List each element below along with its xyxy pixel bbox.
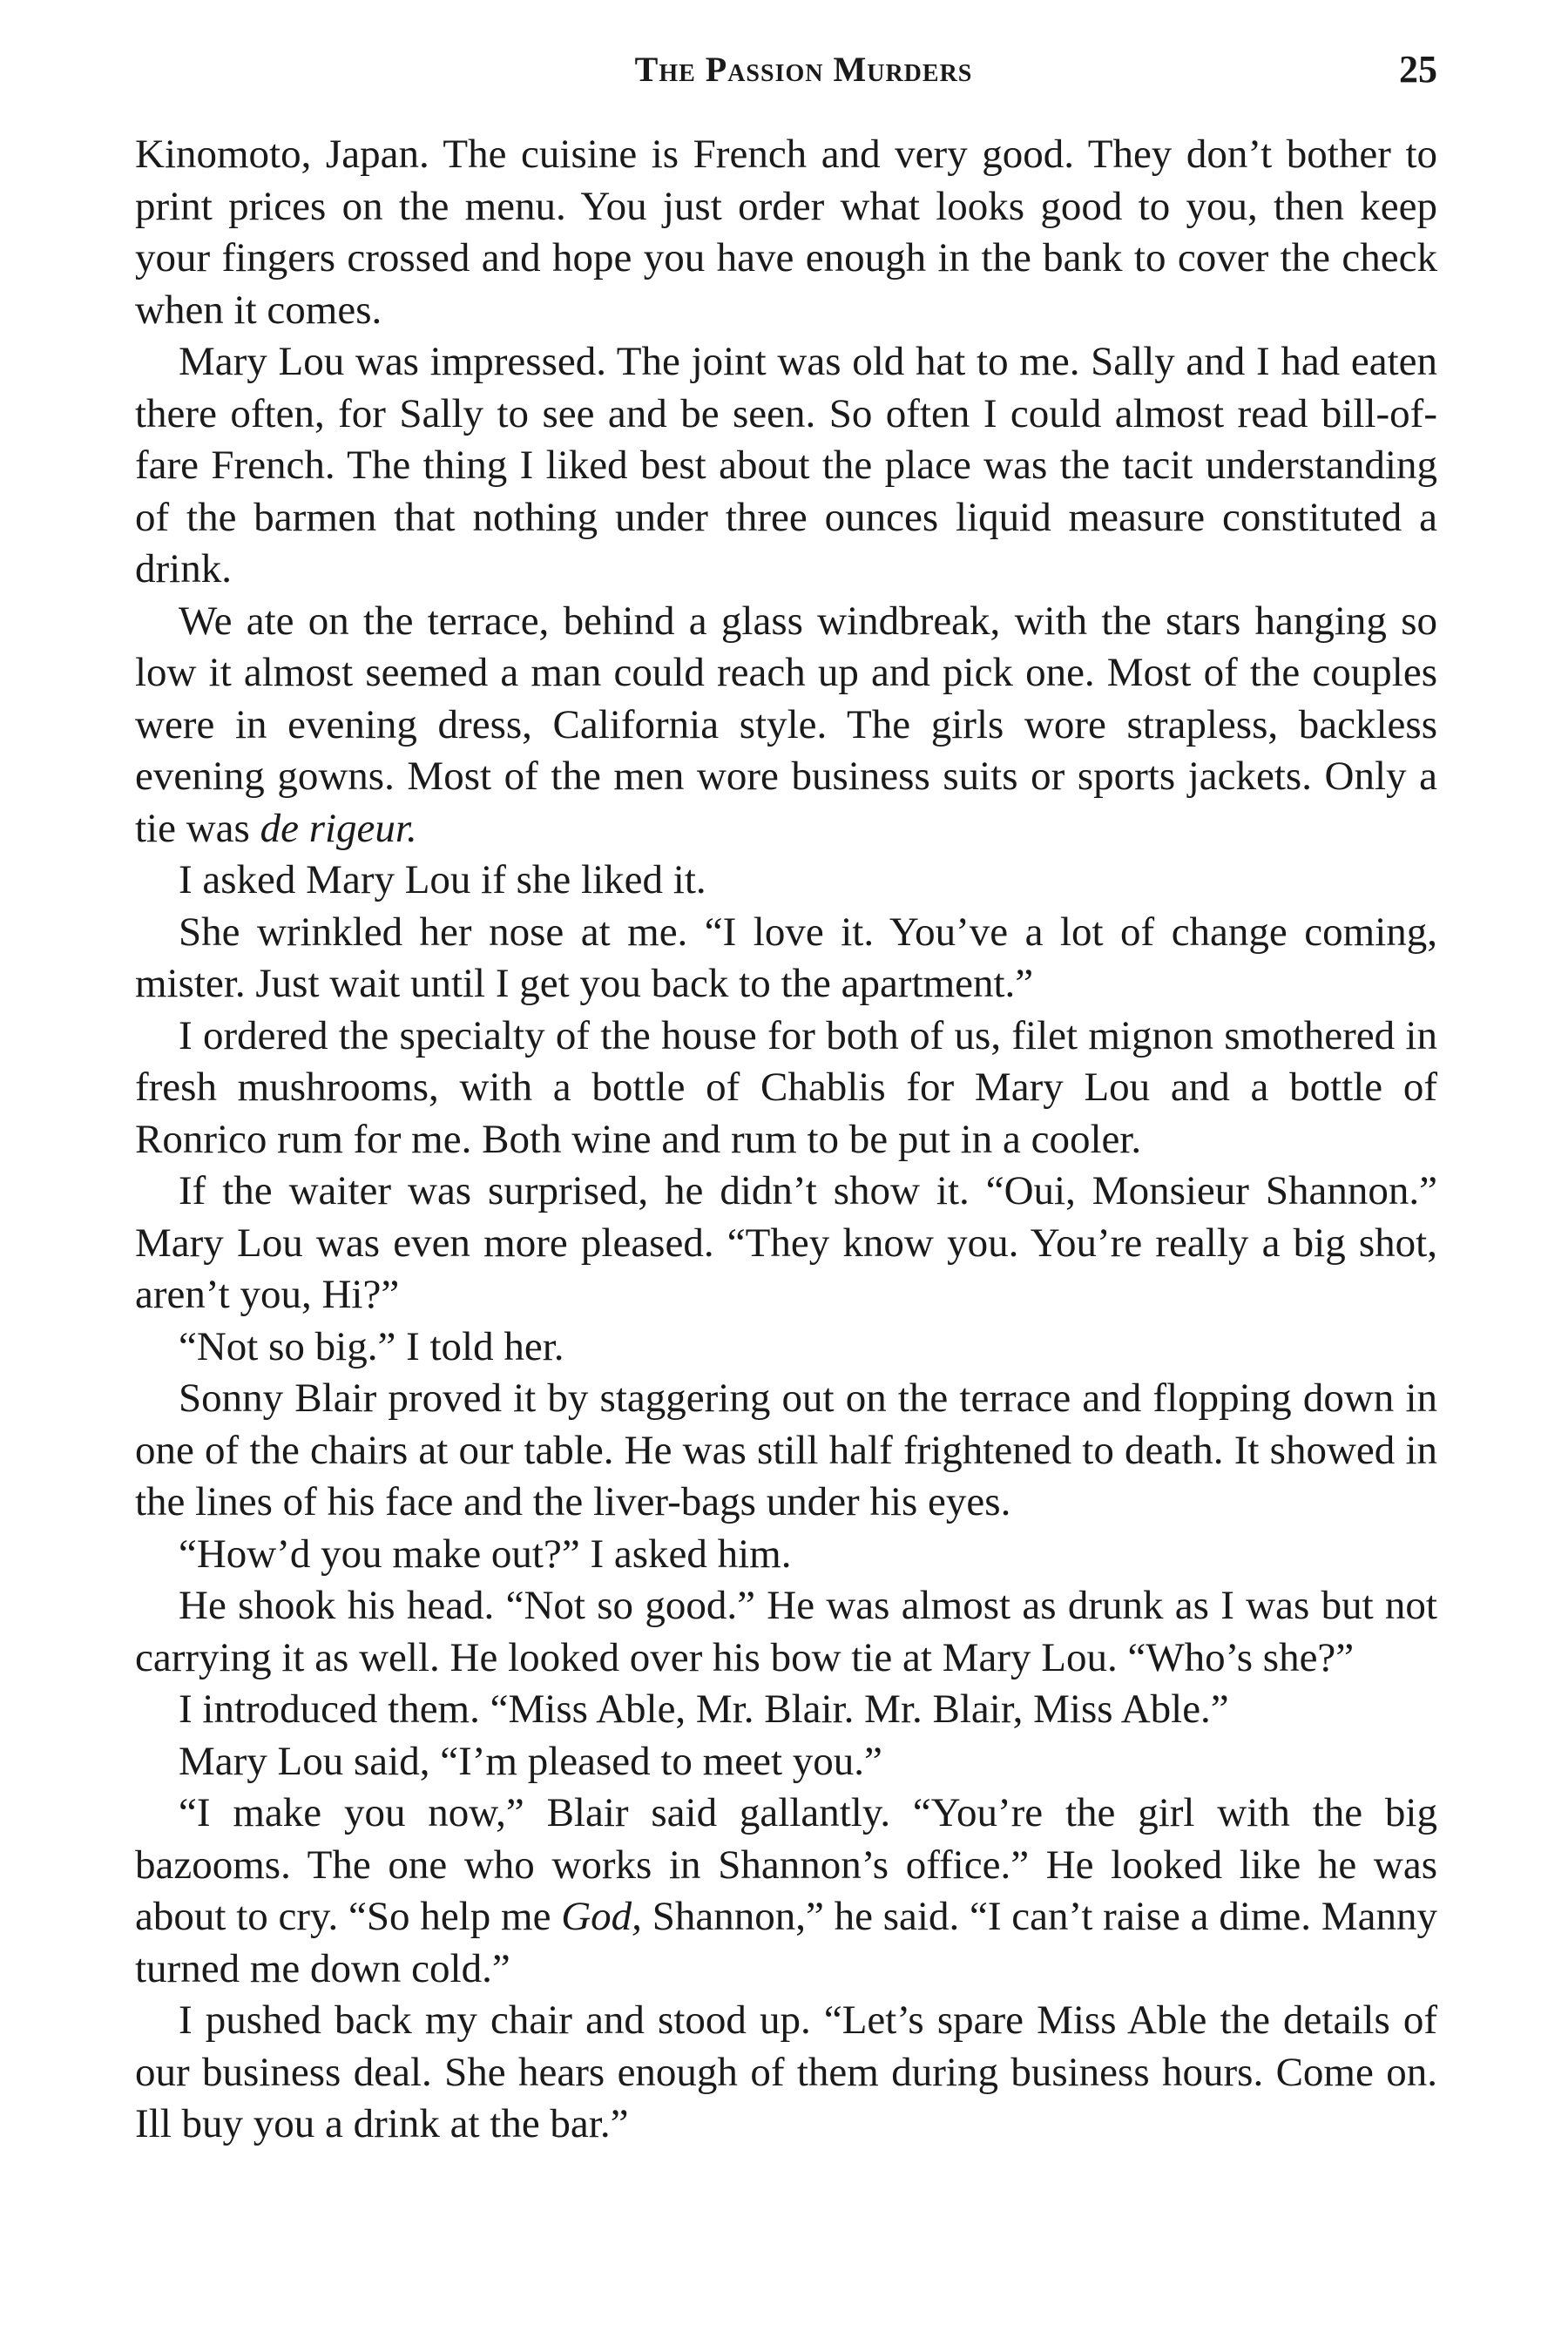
paragraph-text: Mary Lou said, “I’m pleased to meet you.”: [179, 1738, 882, 1784]
paragraph: [135, 907, 1437, 1010]
paragraph: [135, 1995, 1437, 2151]
italic-text: de rigeur.: [260, 805, 417, 851]
italic-text: God,: [561, 1894, 642, 1939]
paragraph: [135, 1788, 1437, 1995]
paragraph-text: “I make you now,” Blair said gallantly. “You’re the girl with the big bazooms. The one who works in Shannon’s office.” He looked like he was about to cry. “So help me: [135, 1790, 1437, 1939]
paragraph-text: Mary Lou was impressed. The joint was old hat to me. Sally and I had eaten there often, for Sally to see and be seen. So often I could almost read bill-of-fare French. The thing I liked best about the place was the tacit understanding of the barmen that nothing under three ounces liquid measure constituted a drink.: [135, 339, 1437, 591]
paragraph-text: I ordered the specialty of the house for both of us, filet mignon smothered in fresh mushrooms, with a bottle of Chablis for Mary Lou and a bottle of Ronrico rum for me. Both wine and rum to be put in a cooler.: [135, 1012, 1437, 1162]
page-number: 25: [1399, 48, 1437, 91]
paragraph-text: Shannon,” he said. “I can’t raise a dime. Manny turned me down cold.”: [135, 1894, 1437, 1991]
paragraph: [135, 1010, 1437, 1166]
paragraph-text: She wrinkled her nose at me. “I love it. You’ve a lot of change coming, mister. Just wait until I get you back to the apartment.”: [135, 909, 1437, 1006]
paragraph-text: “How’d you make out?” I asked him.: [179, 1531, 792, 1577]
paragraph-text: I asked Mary Lou if she liked it.: [179, 857, 706, 902]
paragraph: [135, 1529, 1437, 1581]
running-head: [135, 45, 1437, 106]
paragraph: [135, 855, 1437, 907]
paragraph-text: “Not so big.” I told her.: [179, 1323, 564, 1369]
paragraph: [135, 336, 1437, 596]
paragraph: [135, 1166, 1437, 1321]
paragraph-text: Sonny Blair proved it by staggering out on the terrace and flopping down in one of the chairs at our table. He was still half frightened to death. It showed in the lines of his face and the liver-bags under his eyes.: [135, 1375, 1437, 1524]
paragraph-text: Kinomoto, Japan. The cuisine is French and very good. They don’t bother to print prices on the menu. You just order what looks good to you, then keep your fingers crossed and hope you have enough in the bank to cover the check when it comes.: [135, 132, 1437, 333]
paragraph: [135, 1373, 1437, 1529]
paragraph: [135, 1736, 1437, 1788]
paragraph: [135, 596, 1437, 855]
paragraph: [135, 129, 1437, 336]
running-title: The Passion Murders: [634, 50, 973, 89]
paragraph-text: If the waiter was surprised, he didn’t show it. “Oui, Monsieur Shannon.” Mary Lou was even more pleased. “They know you. You’re really a big shot, aren’t you, Hi?”: [135, 1168, 1437, 1317]
paragraph: [135, 1580, 1437, 1684]
paragraph-text: He shook his head. “Not so good.” He was almost as drunk as I was but not carrying it as well. He looked over his bow tie at Mary Lou. “Who’s she?”: [135, 1583, 1437, 1680]
paragraph: [135, 1684, 1437, 1736]
body-text: [135, 129, 1437, 2151]
paragraph-text: I pushed back my chair and stood up. “Let’s spare Miss Able the details of our business deal. She hears enough of them during business hours. Come on. Ill buy you a drink at the bar.”: [135, 1997, 1437, 2146]
paragraph-text: I introduced them. “Miss Able, Mr. Blair. Mr. Blair, Miss Able.”: [179, 1686, 1229, 1732]
paragraph: [135, 1321, 1437, 1374]
paragraph-text: We ate on the terrace, behind a glass windbreak, with the stars hanging so low it almost seemed a man could reach up and pick one. Most of the couples were in evening dress, California style. The girls wore strapless, backless evening gowns. Most of the men wore business suits or sports jackets. Only a tie was: [135, 598, 1437, 851]
